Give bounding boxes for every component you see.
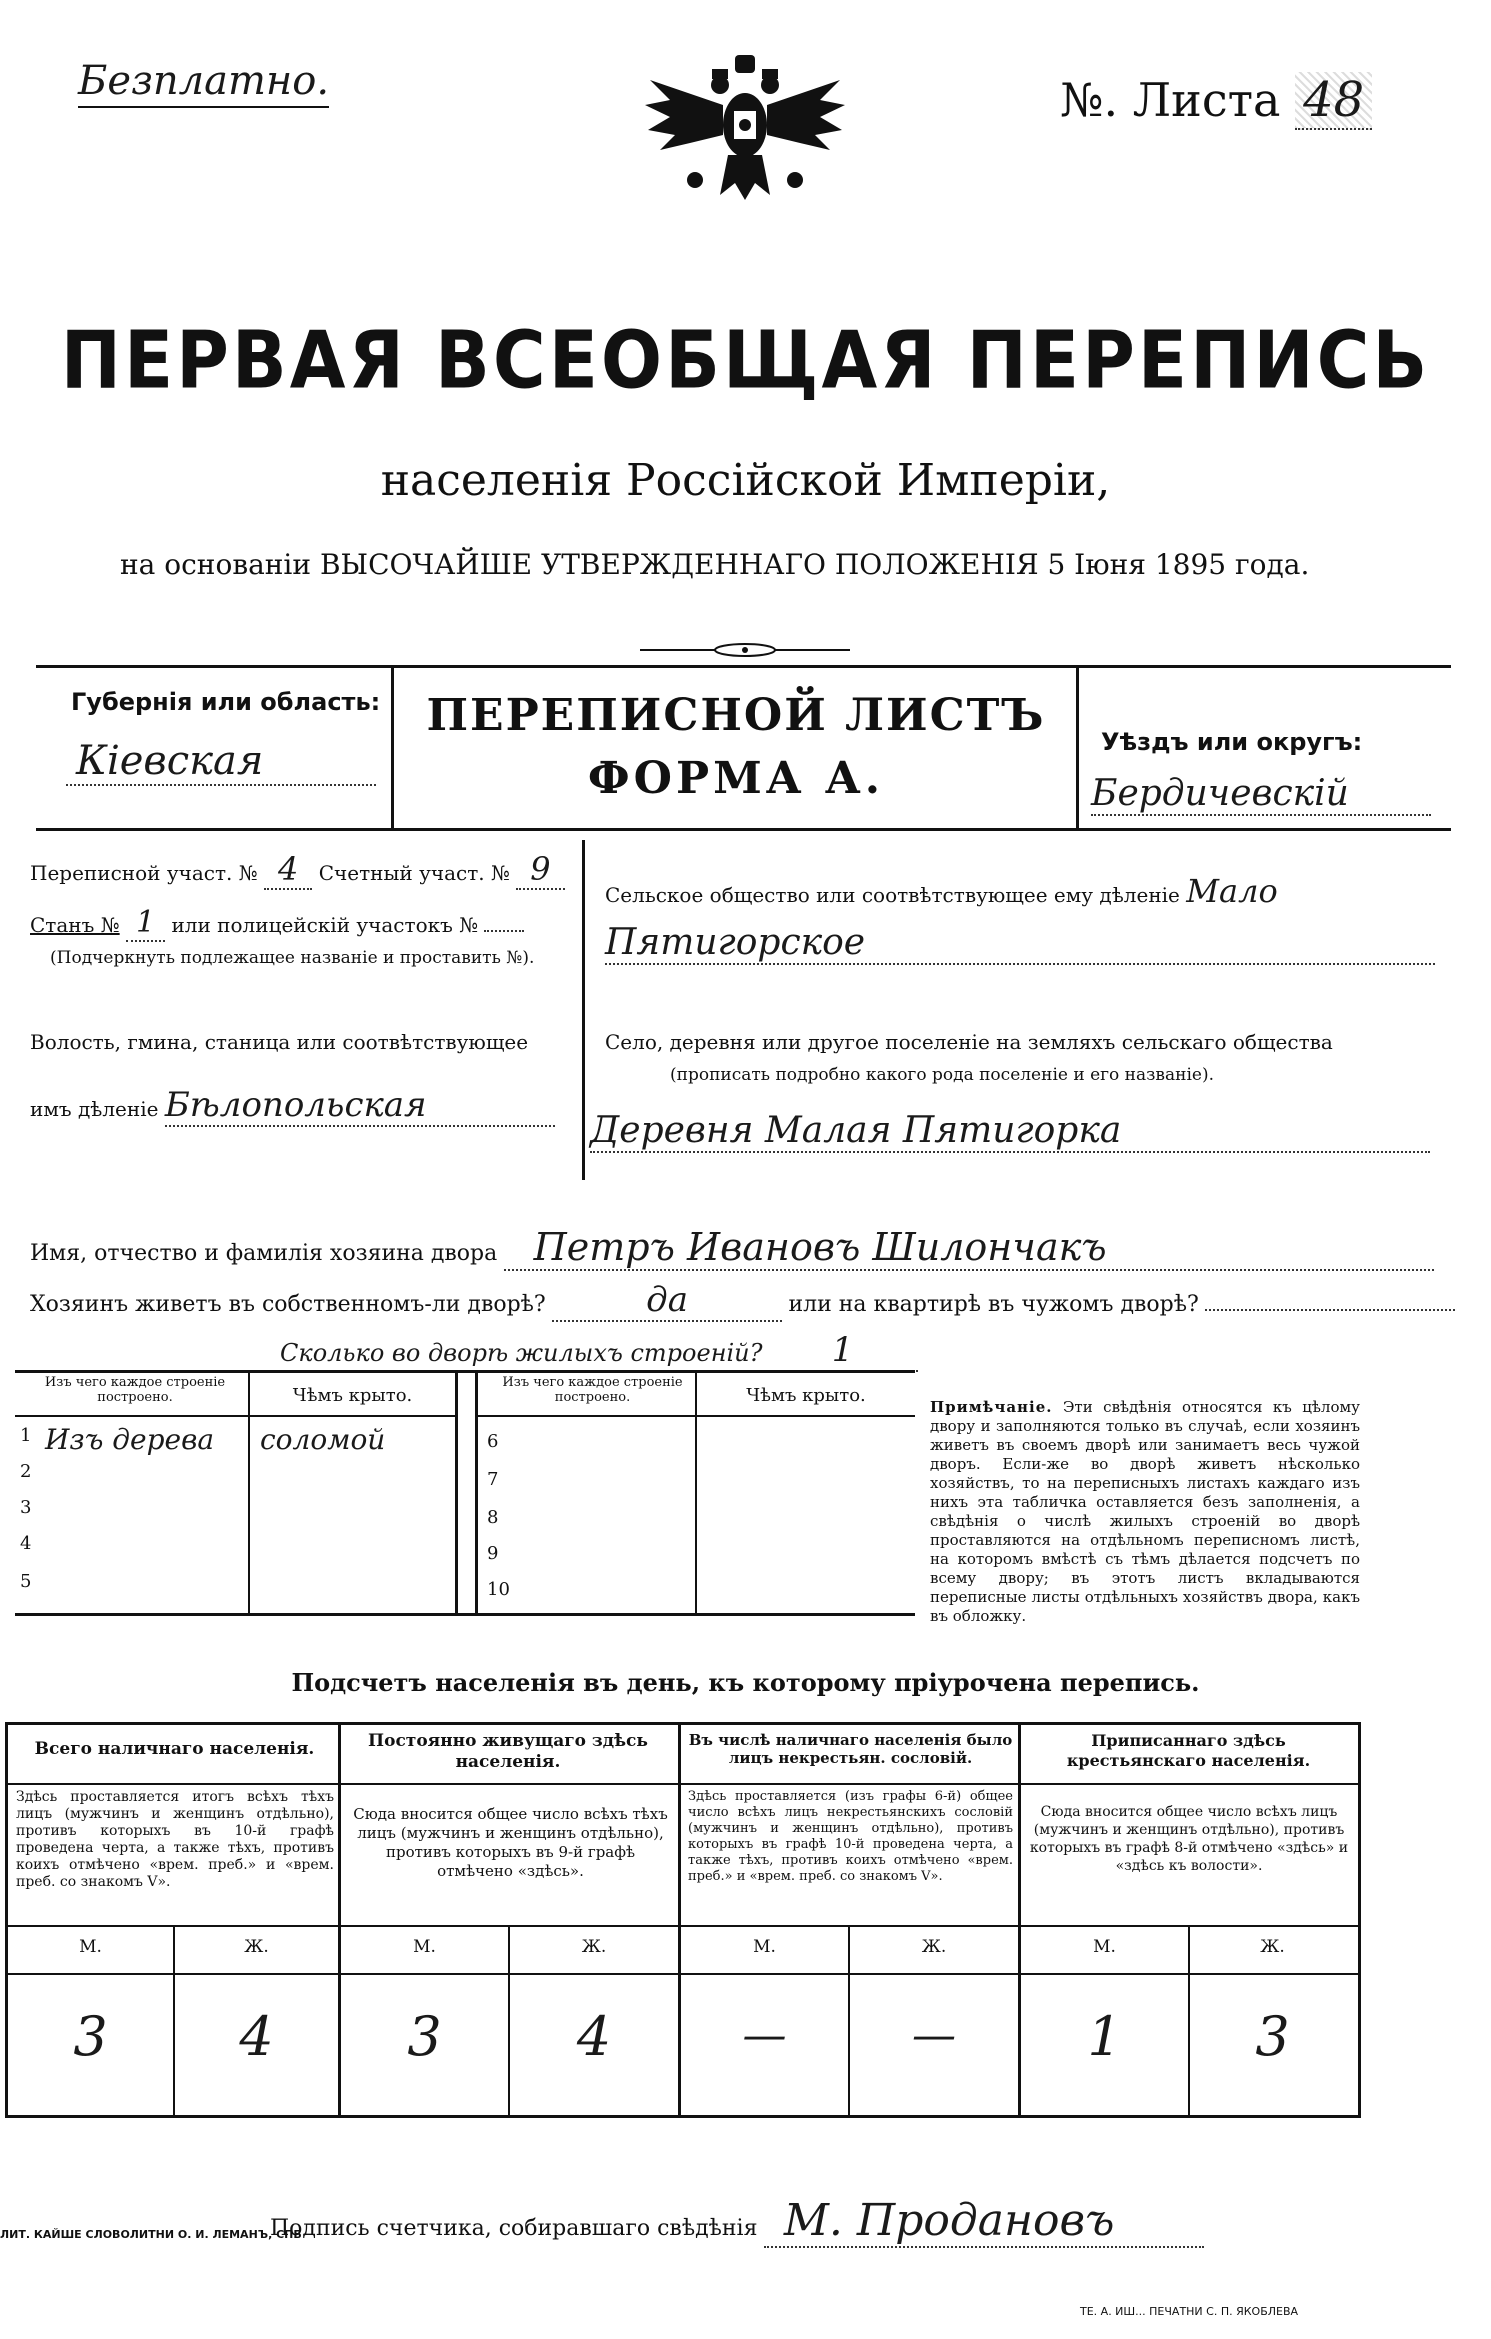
- col-roof-right: Чѣмъ крыто.: [746, 1385, 866, 1406]
- table-row: 2: [20, 1461, 32, 1482]
- province-label: Губернія или область:: [71, 688, 381, 716]
- legal-basis: на основаніи ВЫСОЧАЙШЕ УТВЕРЖДЕННАГО ПОЛОЖЕНІЯ 5 Іюня 1895 года.: [120, 548, 1310, 581]
- own-yard-label: Хозяинъ живетъ въ собственномъ-ли дворѣ?: [30, 1292, 546, 1317]
- sheet-number-label: №. Листа: [1060, 73, 1281, 127]
- permanent-female-value: 4: [576, 2005, 612, 2068]
- district-value: Бердичевскій: [1091, 773, 1431, 816]
- police-label: или полицейскій участокъ №: [171, 913, 479, 937]
- volost-label-2: имъ дѣленіе: [30, 1097, 159, 1121]
- table-row: 1 Изъ дерева соломой: [20, 1423, 386, 1456]
- f-label: Ж.: [581, 1937, 607, 1957]
- group-desc-total: Здѣсь проставляется итогъ всѣхъ тѣхъ лицъ (мужчинъ и женщинъ отдѣльно), противъ которыхъ въ 10-й графѣ проведена черта, а также тѣхъ, противъ коихъ отмѣчено «врем. преб.» и «врем. преб. со знакомъ V».: [16, 1789, 334, 1890]
- society-value-1: Мало: [1186, 872, 1278, 910]
- col-material-left: Изъ чего каждое строеніе построено.: [44, 1375, 226, 1405]
- group-title-registered: Приписаннаго здѣсь крестьянскаго населенія.: [1066, 1731, 1311, 1770]
- page-title: ПЕРВАЯ ВСЕОБЩАЯ ПЕРЕПИСЬ: [60, 313, 1431, 407]
- owner-name-label: Имя, отчество и фамилія хозяина двора: [30, 1241, 498, 1266]
- population-table: [5, 1722, 1361, 2118]
- free-label: Безплатно.: [78, 58, 329, 108]
- census-area-row: [30, 850, 565, 888]
- m-label: М.: [1093, 1937, 1116, 1957]
- table-row: 10: [487, 1579, 510, 1600]
- col-material-right: Изъ чего каждое строеніе построено.: [502, 1375, 683, 1405]
- district-label: Уѣздъ или округъ:: [1101, 728, 1363, 756]
- society-value-2: Пятигорское: [605, 922, 1435, 965]
- signature-value: М. Продановъ: [764, 2195, 1204, 2248]
- f-label: Ж.: [244, 1937, 269, 1957]
- province-value: Кіевская: [66, 738, 376, 786]
- own-yard-row: [30, 1280, 1455, 1322]
- non-peasant-male-value: —: [742, 2010, 787, 2061]
- vertical-divider: [582, 840, 585, 1180]
- count-area-value: 9: [516, 850, 564, 890]
- note-text: Эти свѣдѣнія относятся къ цѣлому двору и заполняются только въ случаѣ, если хозяинъ живетъ въ своемъ дворѣ или занимаетъ весь чужой дворъ. Если-же во дворѣ живетъ нѣсколько хозяйствъ, то на переписныхъ листахъ каждаго изъ нихъ эта табличка оставляется безъ заполненія, а свѣдѣнія о числѣ жилыхъ строеній во дворѣ проставляются на отдѣльномъ переписномъ листѣ, на которомъ вмѣстѣ съ тѣмъ дѣлается подсчетъ по всему двору; въ этотъ листъ вкладываются переписные листы отдѣльныхъ хозяйствъ двора, какъ въ обложку.: [930, 1398, 1360, 1625]
- sheet-number: [1060, 72, 1372, 128]
- col-roof-left: Чѣмъ крыто.: [292, 1385, 413, 1406]
- table-row: 9: [487, 1543, 499, 1564]
- buildings-label: Сколько во дворѣ жилыхъ строеній?: [280, 1339, 763, 1367]
- owner-name-row: [30, 1225, 1434, 1271]
- signature-label: Подпись счетчика, собиравшаго свѣдѣнія: [270, 2216, 758, 2241]
- own-yard-value: да: [552, 1280, 782, 1322]
- buildings-value: 1: [768, 1330, 918, 1372]
- volost-row: [30, 1085, 555, 1127]
- total-male-value: 3: [73, 2005, 108, 2068]
- group-desc-non-peasant: Здѣсь проставляется (изъ графы 6-й) общее число всѣхъ лицъ некрестьянскихъ сословій (мужчинъ и женщинъ отдѣльно), противъ которыхъ въ графѣ 10-й проведена черта, а также тѣхъ, противъ коихъ отмѣчено «врем. преб.» и «врем. преб. со знакомъ V».: [688, 1789, 1013, 1884]
- group-desc-permanent: Сюда вносится общее число всѣхъ тѣхъ лицъ (мужчинъ и женщинъ отдѣльно), противъ которыхъ въ 9-й графѣ отмѣчено «здѣсь».: [353, 1805, 668, 1880]
- rented-label: или на квартирѣ въ чужомъ дворѣ?: [788, 1292, 1199, 1317]
- stan-label: Станъ №: [30, 913, 120, 937]
- volost-label: Волость, гмина, станица или соотвѣтствующее: [30, 1030, 529, 1054]
- table-row: 8: [487, 1507, 499, 1528]
- permanent-male-value: 3: [407, 2005, 442, 2068]
- village-label: Село, деревня или другое поселеніе на земляхъ сельскаго общества: [605, 1030, 1333, 1054]
- registered-female-value: 3: [1255, 2005, 1290, 2068]
- volost-value: Бѣлопольская: [165, 1085, 555, 1127]
- population-heading: Подсчетъ населенія въ день, къ которому пріурочена перепись.: [291, 1668, 1200, 1697]
- signature-row: [270, 2195, 1204, 2248]
- group-title-non-peasant: Въ числѣ наличнаго населенія было лицъ некрестьян. сословій.: [688, 1731, 1013, 1767]
- non-peasant-female-value: —: [912, 2010, 956, 2061]
- group-title-total: Всего наличнаго населенія.: [34, 1739, 315, 1759]
- group-title-permanent: Постоянно живущаго здѣсь населенія.: [368, 1731, 648, 1772]
- printer-right: ТЕ. А. ИШ... ПЕЧАТНИ С. П. ЯКОБЛЕВА: [1080, 2305, 1299, 2318]
- registered-male-value: 1: [1087, 2005, 1122, 2068]
- stan-row: [30, 905, 524, 940]
- buildings-row: [280, 1330, 918, 1372]
- printer-left: ЛИТ. КАЙШЕ СЛОВОЛИТНИ О. И. ЛЕМАНЪ, СПБ: [0, 2228, 302, 2241]
- ornament-divider: [640, 640, 850, 660]
- m-label: М.: [79, 1937, 102, 1957]
- society-row: [605, 872, 1278, 910]
- total-female-value: 4: [239, 2005, 274, 2068]
- table-row: 3: [20, 1497, 32, 1518]
- count-area-label: Счетный участ. №: [318, 861, 510, 885]
- group-desc-registered: Сюда вносится общее число всѣхъ лицъ (мужчинъ и женщинъ отдѣльно), противъ которыхъ въ графѣ 8-й отмѣчено «здѣсь» и «здѣсь къ волости».: [1029, 1804, 1349, 1874]
- imperial-eagle-emblem: [640, 55, 850, 205]
- m-label: М.: [753, 1937, 776, 1957]
- page-subtitle: населенія Россійской Имперіи,: [380, 455, 1111, 506]
- table-row: 5: [20, 1571, 32, 1592]
- sheet-number-value: 48: [1295, 72, 1372, 130]
- f-label: Ж.: [921, 1937, 947, 1957]
- note-title: Примѣчаніе.: [930, 1398, 1053, 1416]
- owner-name-value: Петръ Ивановъ Шилончакъ: [504, 1225, 1434, 1271]
- form-title: ПЕРЕПИСНОЙ ЛИСТЪ: [426, 690, 1046, 741]
- buildings-table: [15, 1370, 915, 1616]
- stan-value: 1: [126, 905, 165, 942]
- village-value: Деревня Малая Пятигорка: [590, 1110, 1430, 1153]
- census-area-label: Переписной участ. №: [30, 861, 258, 885]
- f-label: Ж.: [1260, 1937, 1285, 1957]
- form-subtitle: ФОРМА А.: [587, 753, 885, 804]
- census-area-value: 4: [264, 850, 312, 890]
- table-row: 6: [487, 1431, 499, 1452]
- note: [930, 1398, 1360, 1626]
- m-label: М.: [413, 1937, 436, 1957]
- table-row: 7: [487, 1469, 499, 1490]
- village-note: (прописать подробно какого рода поселеніе и его названіе).: [670, 1065, 1214, 1085]
- form-banner: [36, 665, 1451, 831]
- police-note: (Подчеркнуть подлежащее названіе и проставить №).: [50, 948, 535, 968]
- table-row: 4: [20, 1533, 32, 1554]
- society-label: Сельское общество или соотвѣтствующее ему дѣленіе: [605, 883, 1180, 907]
